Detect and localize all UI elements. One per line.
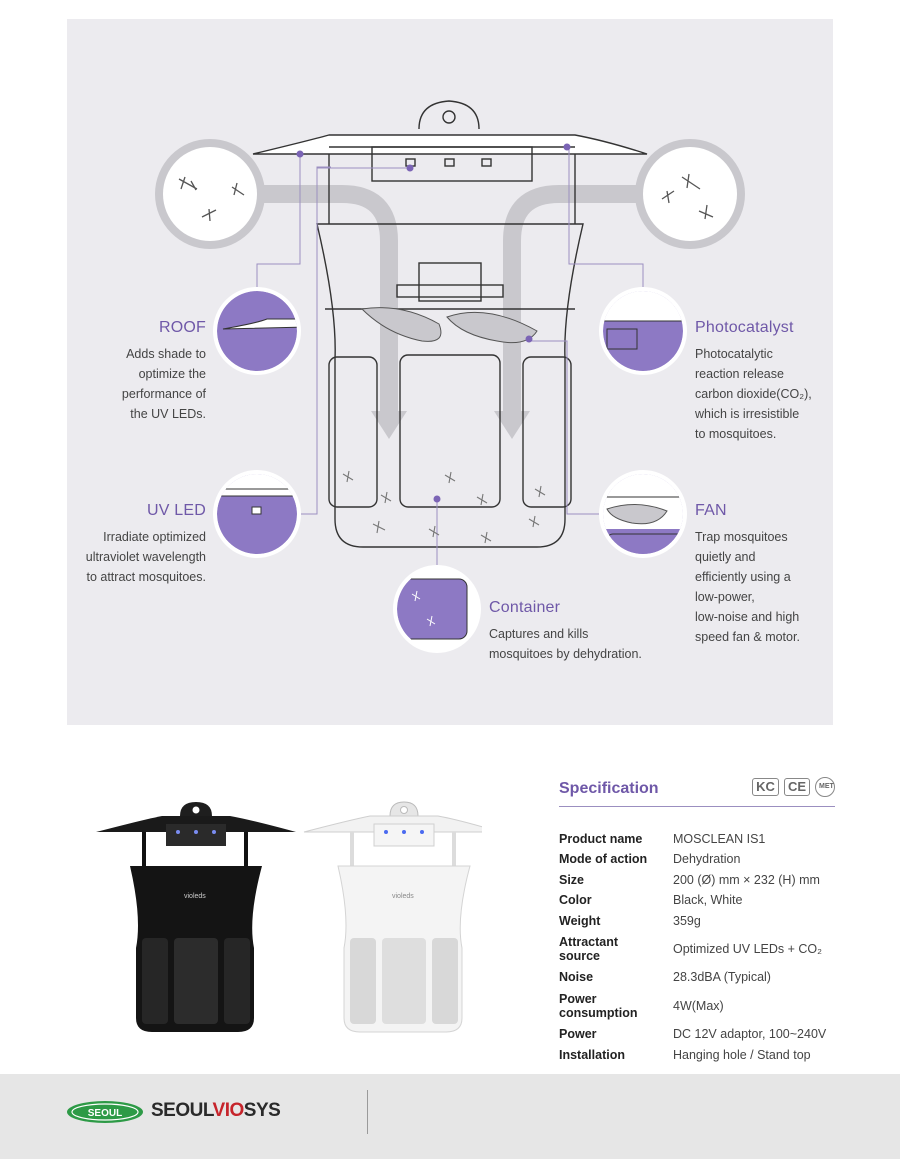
white-product [304,802,482,1032]
white-product-logo: violeds [392,893,414,900]
spec-key: Weight [559,913,601,928]
photocatalyst-title: Photocatalyst [695,319,794,336]
container-detail-circle [387,567,487,659]
brand-accent: VIO [212,1100,244,1121]
fan-description: Trap mosquitoes quietly and efficiently using a low-power, low-noise and high speed fan & motor. [695,530,800,644]
seoul-badge-logo [66,1100,144,1124]
spec-value: 359g [673,913,701,928]
diagram-panel [67,19,833,725]
container-description: Captures and kills mosquitoes by dehydration. [489,627,642,661]
met-mark-icon: MET [815,777,835,797]
container-title: Container [489,599,561,616]
callout-connectors [257,147,643,569]
spec-key: Noise [559,970,594,984]
spec-value: Dehydration [673,852,741,866]
spec-row-power-consumption [559,988,859,1023]
roof-title: ROOF [158,319,206,336]
container-callout [489,599,669,664]
certification-marks [752,777,835,797]
product-photos [92,798,482,1038]
specification-title: Specification [559,780,659,797]
fan-detail-circle [593,472,693,574]
uv-led-description: Irradiate optimized ultraviolet wavelength to attract mosquitoes. [85,530,206,584]
spec-row-product-name [559,828,859,849]
photocatalyst-callout [695,319,830,444]
uv-led-title: UV LED [147,502,206,519]
fan-title: FAN [695,502,727,519]
spec-value: Black, White [673,893,743,907]
brand-wordmark [151,1100,280,1122]
spec-value: 200 (Ø) mm × 232 (H) mm [673,872,820,887]
spec-key: Power [559,1026,597,1041]
photocatalyst-detail-circle [593,289,693,379]
spec-row-mode-of-action [559,849,859,869]
spec-value: Optimized UV LEDs + CO₂ [673,941,822,956]
spec-row-size [559,869,859,890]
specification-divider [559,806,835,807]
spec-key: Attractant source [559,934,619,963]
black-product-logo: violeds [184,893,206,900]
ce-mark-icon: CE [784,778,810,796]
spec-key: Product name [559,831,643,846]
brand-prefix: SEOUL [151,1100,213,1121]
spec-key: Color [559,893,592,907]
spec-value: Hanging hole / Stand top [673,1047,811,1062]
airflow-arrows [252,194,648,411]
spec-key: Size [559,872,585,887]
brand-suffix: SYS [243,1100,281,1121]
spec-row-installation [559,1044,859,1065]
roof-description: Adds shade to optimize the performance of the UV LEDs. [121,347,206,421]
spec-value: MOSCLEAN IS1 [673,831,766,846]
mosquito-bubble-right [635,139,745,249]
photocatalyst-description: Photocatalytic reaction release carbon dioxide(CO₂), which is irresistible to mosquitoes. [695,347,812,441]
spec-row-color [559,890,859,910]
black-product [96,802,296,1032]
spec-key: Installation [559,1047,625,1062]
spec-value: 4W(Max) [673,998,724,1013]
footer [0,1074,900,1159]
spec-value: DC 12V adaptor, 100~240V [673,1026,827,1041]
footer-divider [367,1090,368,1134]
roof-detail-circle [207,289,307,379]
spec-row-weight [559,910,859,931]
uv-led-callout [77,502,206,587]
kc-mark-icon: KC [752,778,779,796]
mosquito-bubble-left [155,139,265,249]
fan-callout [695,502,830,647]
spec-key: Mode of action [559,852,648,866]
spec-row-attractant-source [559,931,859,966]
spec-key: Power consumption [559,991,638,1020]
spec-row-noise [559,966,859,988]
spec-row-power [559,1023,859,1044]
seoul-badge-text: SEOUL [87,1108,123,1119]
uv-led-detail-circle [207,472,307,564]
roof-callout [107,319,206,424]
spec-value: 28.3dBA (Typical) [673,970,771,984]
specification-table [559,828,859,1065]
specification-panel [559,779,835,1062]
